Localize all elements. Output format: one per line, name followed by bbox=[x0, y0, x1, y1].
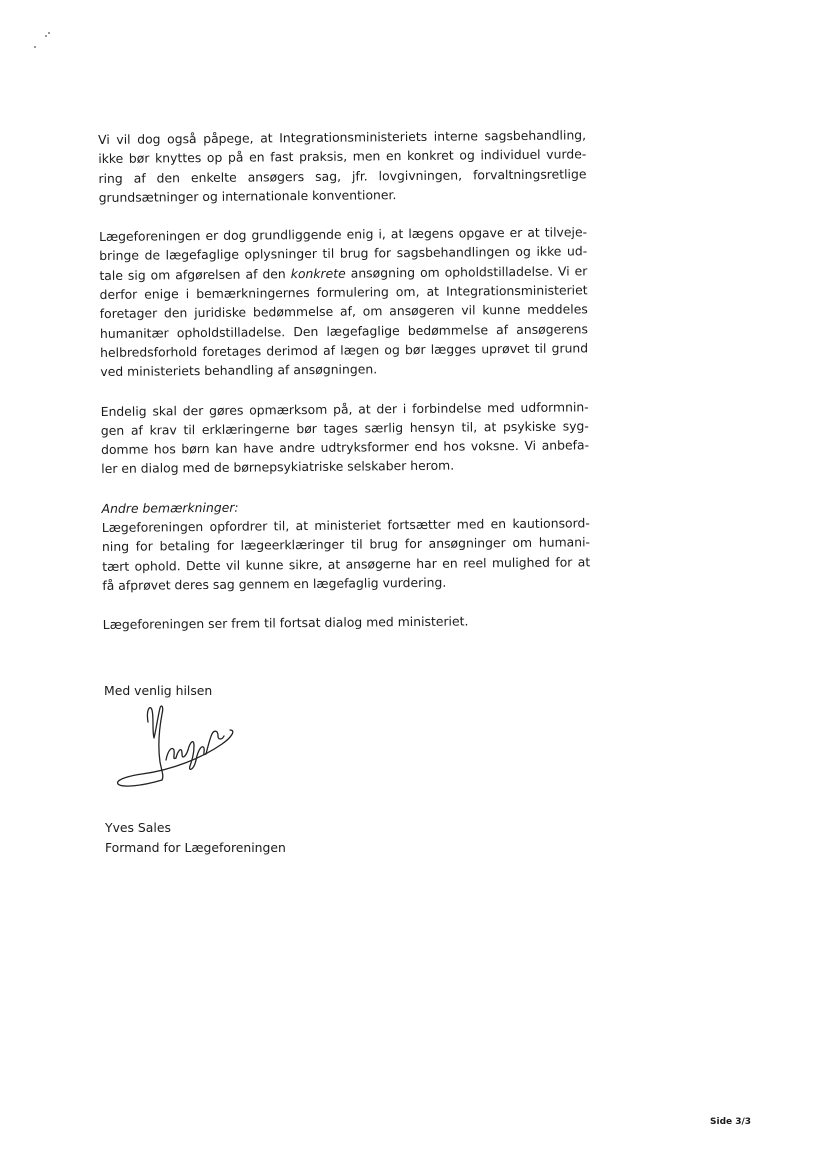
text-line: Lægeforeningen er dog grundliggende enig i, at lægens opgave er at tilveje- bbox=[98, 224, 588, 245]
signer-block bbox=[105, 818, 286, 857]
text-line: foretager den juridiske bedømmelse af, om ansøgeren vil kunne meddeles bbox=[99, 301, 588, 322]
scan-specks bbox=[30, 28, 60, 58]
text-line: grundsætninger og internationale konventioner. bbox=[98, 187, 397, 205]
text-line: Vi vil dog også påpege, at Integrationsministeriets interne sagsbehandling, bbox=[98, 127, 587, 147]
emphasis-konkrete: konkrete bbox=[290, 265, 346, 281]
signer-name: Yves Sales bbox=[105, 820, 171, 835]
letter-body bbox=[98, 125, 591, 654]
text-line: Lægeforeningen opfordrer til, at ministeriet fortsætter med en kautionsord- bbox=[101, 515, 590, 536]
text-fragment: ansøgning om opholdstilladelse. Vi er bbox=[350, 263, 588, 281]
text-line: gen af krav til erklæringerne bør tages særlig hensyn til, at psykiske syg- bbox=[100, 418, 589, 438]
text-line: ning for betaling for lægeerklæringer til brug for ansøgninger om humani- bbox=[101, 534, 591, 555]
signer-title: Formand for Lægeforeningen bbox=[105, 839, 286, 855]
paragraph-doctor-role bbox=[99, 222, 588, 381]
paragraph-children-psychiatry bbox=[101, 397, 590, 479]
paragraph-dialog bbox=[103, 611, 591, 635]
signature-icon bbox=[112, 700, 246, 796]
text-line: helbredsforhold foretages derimod af lægen og bør lægges uprøvet til grund bbox=[100, 340, 589, 360]
text-line: Endelig skal der gøres opmærksom på, at der i forbindelse med udformnin- bbox=[100, 398, 589, 419]
text-line: ved ministeriets behandling af ansøgningen. bbox=[100, 361, 378, 380]
text-line: ikke bør knyttes op på en fast praksis, men en konkret og individuel vurde- bbox=[98, 146, 587, 167]
paragraph-other-remarks bbox=[102, 494, 591, 595]
paragraph-ministry-processing bbox=[98, 125, 587, 207]
page-number: Side 3/3 bbox=[710, 1117, 752, 1127]
text-line: humanitær opholdstilladelse. Den lægefaglige bedømmelse af ansøgerens bbox=[99, 320, 588, 341]
text-line: ler en dialog med de børnepsykiatriske selskaber herom. bbox=[101, 458, 455, 477]
text-line: derfor enige i bemærkningernes formulering om, at Integrationsministeriet bbox=[99, 282, 588, 303]
text-line: få afprøvet deres sag gennem en lægefaglig vurdering. bbox=[102, 574, 447, 593]
text-line: bringe de lægefaglige oplysninger til brug for sagsbehandlingen og ikke ud- bbox=[99, 243, 588, 264]
text-line: domme hos børn kan have andre udtryksformer end hos voksne. Vi anbefa- bbox=[100, 437, 590, 458]
text-line: tært ophold. Dette vil kunne sikre, at ansøgerne har en reel mulighed for at bbox=[102, 553, 591, 574]
text-fragment: tale sig om afgørelsen af den bbox=[99, 265, 286, 283]
closing-salutation: Med venlig hilsen bbox=[104, 683, 213, 698]
section-heading: Andre bemærkninger: bbox=[101, 499, 239, 516]
text-line: Lægeforeningen ser frem til fortsat dialog med ministeriet. bbox=[102, 613, 469, 633]
text-line: ring af den enkelte ansøgers sag, jfr. lovgivningen, forvaltningsretlige bbox=[98, 165, 587, 186]
